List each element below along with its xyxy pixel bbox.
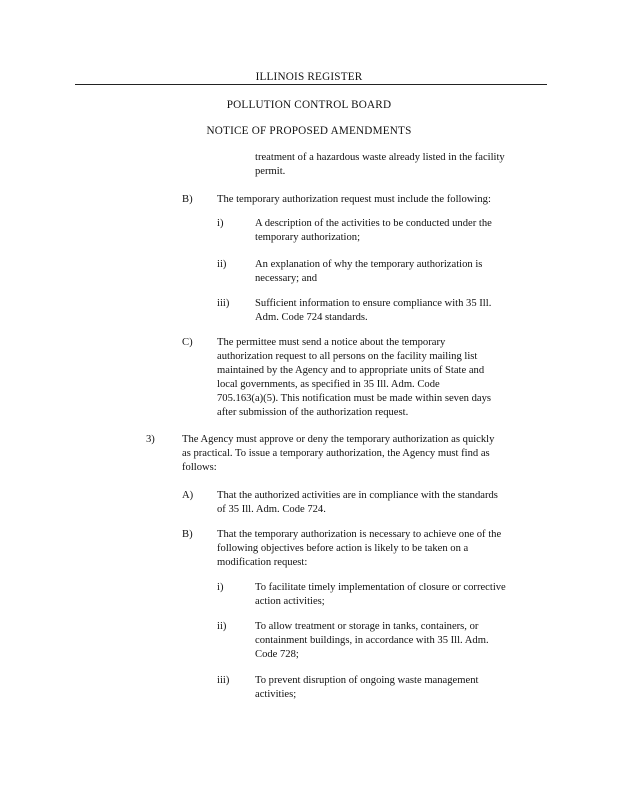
text-line: authorization request to all persons on the facility mailing list xyxy=(217,351,478,362)
text-line: action activities; xyxy=(255,596,325,607)
text-line: That the temporary authorization is necessary to achieve one of the xyxy=(217,529,502,540)
text-line: necessary; and xyxy=(255,273,318,284)
text-line: maintained by the Agency and to appropriate units of State and xyxy=(217,365,485,376)
text-line: Adm. Code 724 standards. xyxy=(255,312,368,323)
text-line: treatment of a hazardous waste already listed in the facility xyxy=(255,152,505,163)
text-line: following objectives before action is likely to be taken on a xyxy=(217,543,469,554)
register-title: ILLINOIS REGISTER xyxy=(255,71,363,83)
notice-title: NOTICE OF PROPOSED AMENDMENTS xyxy=(206,125,412,137)
text-line: temporary authorization; xyxy=(255,232,361,243)
board-title: POLLUTION CONTROL BOARD xyxy=(226,99,392,111)
list-label: 3) xyxy=(146,434,155,445)
text-line: follows: xyxy=(182,462,217,473)
header-rule xyxy=(75,84,547,85)
list-label: iii) xyxy=(217,675,230,686)
text-line: An explanation of why the temporary authorization is xyxy=(255,259,483,270)
text-line: containment buildings, in accordance with 35 Ill. Adm. xyxy=(255,635,489,646)
text-line: modification request: xyxy=(217,557,308,568)
text-line: A description of the activities to be conducted under the xyxy=(255,218,492,229)
text-line: The permittee must send a notice about the temporary xyxy=(217,337,446,348)
text-line: Code 728; xyxy=(255,649,299,660)
list-label: B) xyxy=(182,194,193,205)
text-line: 705.163(a)(5). This notification must be made within seven days xyxy=(217,393,492,404)
text-line: activities; xyxy=(255,689,297,700)
text-line: after submission of the authorization request. xyxy=(217,407,409,418)
text-line: Sufficient information to ensure compliance with 35 Ill. xyxy=(255,298,492,309)
list-label: ii) xyxy=(217,621,227,632)
text-line: of 35 Ill. Adm. Code 724. xyxy=(217,504,326,515)
text-line: To prevent disruption of ongoing waste management xyxy=(255,675,479,686)
list-label: iii) xyxy=(217,298,230,309)
text-line: The temporary authorization request must include the following: xyxy=(217,194,491,205)
list-label: B) xyxy=(182,529,193,540)
list-label: i) xyxy=(217,218,224,229)
text-line: To allow treatment or storage in tanks, containers, or xyxy=(255,621,479,632)
text-line: That the authorized activities are in compliance with the standards xyxy=(217,490,498,501)
list-label: ii) xyxy=(217,259,227,270)
text-line: local governments, as specified in 35 Ill. Adm. Code xyxy=(217,379,440,390)
list-label: A) xyxy=(182,490,194,501)
list-label: i) xyxy=(217,582,224,593)
text-line: permit. xyxy=(255,166,286,177)
text-line: The Agency must approve or deny the temporary authorization as quickly xyxy=(182,434,495,445)
text-line: as practical. To issue a temporary authorization, the Agency must find as xyxy=(182,448,490,459)
text-line: To facilitate timely implementation of closure or corrective xyxy=(255,582,506,593)
list-label: C) xyxy=(182,337,193,348)
